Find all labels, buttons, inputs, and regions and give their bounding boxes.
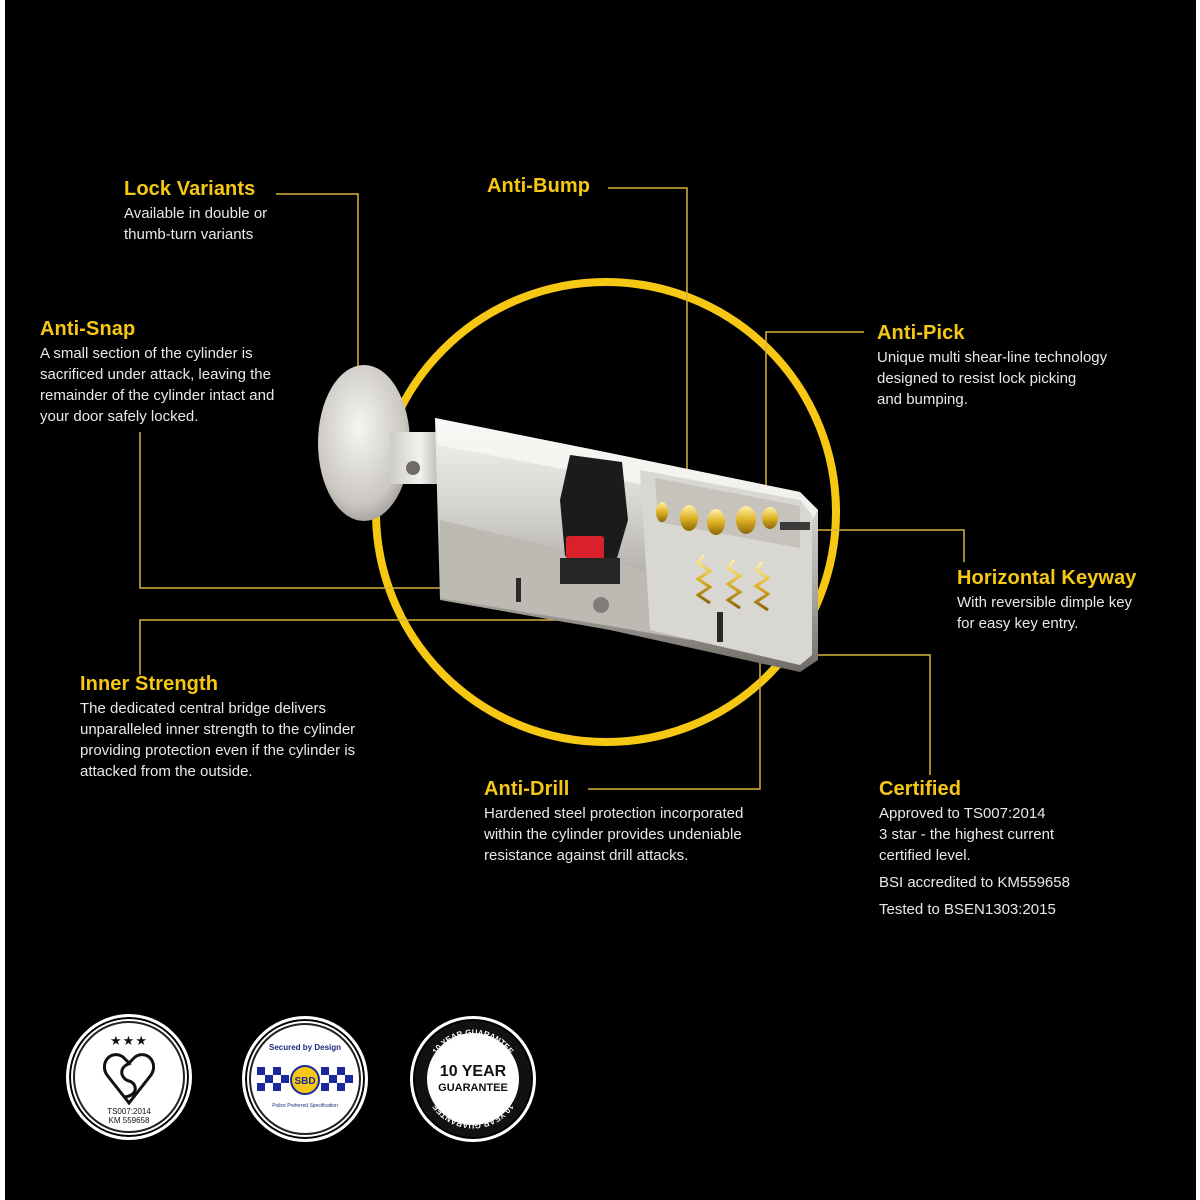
svg-text:10 YEAR GUARANTEE <box>430 1102 515 1130</box>
certified-line: Approved to TS007:2014 <box>879 805 1046 822</box>
inner-strength-line: providing protection even if the cylinder is <box>80 742 356 759</box>
secured-by-design-badge <box>242 1016 368 1142</box>
lock-variants-line: thumb-turn variants <box>124 226 254 243</box>
anti-snap-line: sacrificed under attack, leaving the <box>40 366 271 383</box>
anti-snap-line: your door safely locked. <box>40 408 199 425</box>
sbd-title: Secured by Design <box>268 1043 342 1052</box>
kitemark-stars: ★★★ <box>110 1033 148 1048</box>
guarantee-badge <box>410 1016 536 1142</box>
feature-inner-strength <box>80 673 355 782</box>
anti-pick-title: Anti-Pick <box>877 322 965 344</box>
sbd-subtitle: Police Preferred Specification <box>272 1103 338 1109</box>
inner-strength-line: The dedicated central bridge delivers <box>80 700 326 717</box>
leader-anti-bump <box>608 188 687 500</box>
anti-snap-title: Anti-Snap <box>40 318 136 340</box>
anti-drill-line: Hardened steel protection incorporated <box>484 805 744 822</box>
leader-inner-strength <box>140 620 620 675</box>
lock-variants-title: Lock Variants <box>124 178 256 200</box>
guarantee-ring-text-top: 10 YEAR GUARANTEE <box>430 1027 516 1056</box>
feature-anti-pick <box>877 322 1107 410</box>
leader-certified <box>803 655 930 775</box>
anti-pick-line: designed to resist lock picking <box>877 370 1077 387</box>
kitemark-licence: KM 559658 <box>108 1116 150 1125</box>
guarantee-ring-text-bottom: 10 YEAR GUARANTEE <box>430 1102 516 1131</box>
svg-text:10 YEAR GUARANTEE <box>431 1028 516 1056</box>
feature-certified <box>879 778 1070 920</box>
feature-anti-bump <box>487 175 590 200</box>
anti-drill-title: Anti-Drill <box>484 778 570 800</box>
feature-anti-drill <box>484 778 743 866</box>
certified-extra: BSI accredited to KM559658 <box>879 874 1070 891</box>
anti-drill-line: within the cylinder provides undeniable <box>484 826 742 843</box>
kitemark-standard: TS007:2014 <box>107 1107 151 1116</box>
kitemark-icon <box>103 1049 155 1105</box>
anti-pick-line: and bumping. <box>877 391 968 408</box>
inner-strength-line: attacked from the outside. <box>80 763 253 780</box>
horizontal-keyway-line: for easy key entry. <box>957 615 1079 632</box>
feature-lock-variants <box>124 178 267 245</box>
feature-anti-snap <box>40 318 274 427</box>
anti-snap-line: A small section of the cylinder is <box>40 345 253 362</box>
certified-title: Certified <box>879 778 962 800</box>
inner-strength-line: unparalleled inner strength to the cylinder <box>80 721 356 738</box>
anti-pick-line: Unique multi shear-line technology <box>877 349 1108 366</box>
lock-variants-line: Available in double or <box>124 205 268 222</box>
certified-line: certified level. <box>879 847 971 864</box>
certified-line: 3 star - the highest current <box>879 826 1055 843</box>
anti-drill-line: resistance against drill attacks. <box>484 847 689 864</box>
cylinder-lock <box>318 365 818 672</box>
horizontal-keyway-title: Horizontal Keyway <box>957 567 1137 589</box>
inner-strength-title: Inner Strength <box>80 673 219 695</box>
sbd-checker-icon <box>257 1063 353 1097</box>
certified-extra: Tested to BSEN1303:2015 <box>879 901 1056 918</box>
feature-horizontal-keyway <box>957 567 1137 634</box>
sbd-logo-text: SBD <box>294 1076 316 1087</box>
kitemark-badge <box>66 1014 192 1140</box>
guarantee-label: GUARANTEE <box>438 1082 508 1094</box>
anti-snap-line: remainder of the cylinder intact and <box>40 387 275 404</box>
anti-bump-title: Anti-Bump <box>487 175 591 197</box>
leader-horizontal-keyway <box>800 530 964 562</box>
horizontal-keyway-line: With reversible dimple key <box>957 594 1133 611</box>
guarantee-years: 10 YEAR <box>439 1063 507 1080</box>
